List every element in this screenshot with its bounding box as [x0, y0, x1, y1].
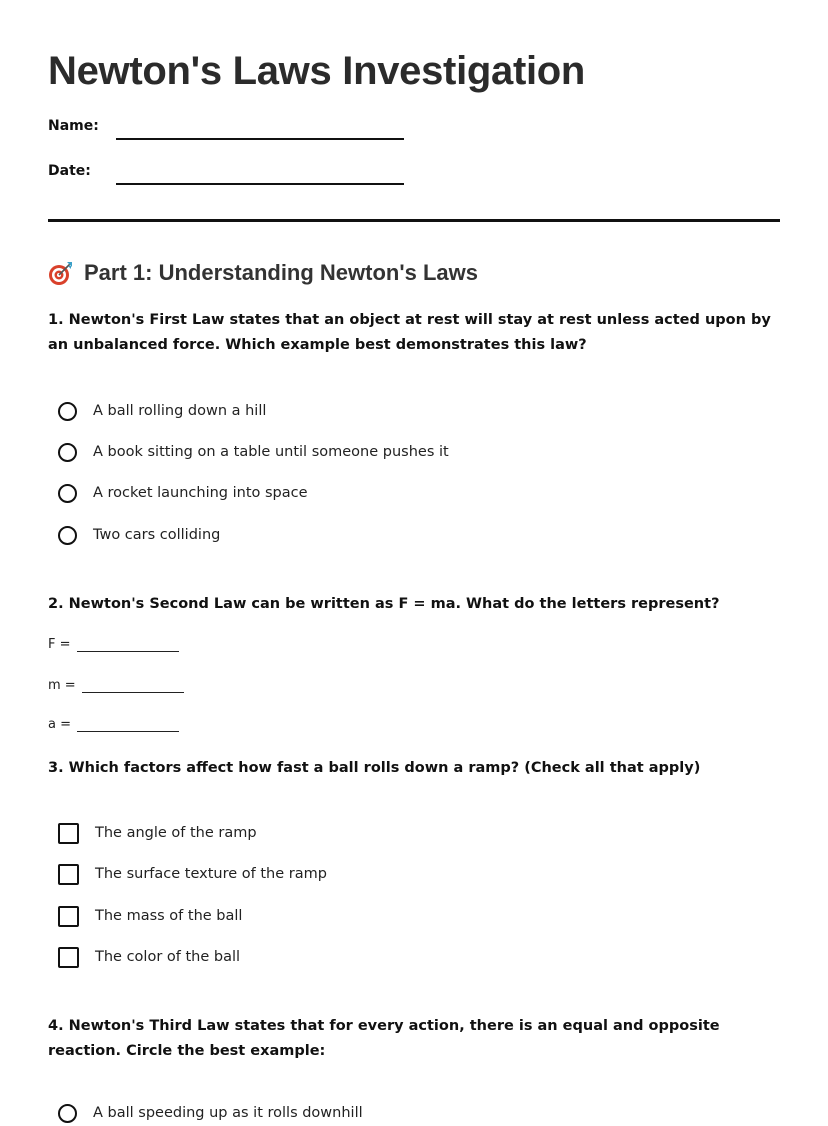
q1-option[interactable] [58, 439, 449, 465]
name-label: Name: [48, 118, 99, 134]
date-field-row [48, 163, 448, 191]
date-field[interactable] [116, 183, 404, 185]
option-label: The angle of the ramp [95, 825, 257, 841]
blank-label: a = [48, 717, 71, 732]
option-label: A rocket launching into space [93, 485, 308, 501]
q1-option[interactable] [58, 480, 308, 506]
option-label: A ball speeding up as it rolls downhill [93, 1105, 363, 1121]
q3-option[interactable] [58, 820, 257, 846]
blank-row-f [48, 632, 179, 652]
question-2-text: 2. Newton's Second Law can be written as F = ma. What do the letters represent? [48, 596, 720, 612]
option-label: The color of the ball [95, 949, 241, 965]
header-divider [48, 219, 780, 222]
q3-option[interactable] [58, 944, 240, 970]
option-label: Two cars colliding [93, 527, 221, 543]
blank-label: F = [48, 637, 71, 652]
option-label: The mass of the ball [95, 908, 243, 924]
radio-button[interactable] [58, 484, 77, 503]
part1-heading [48, 258, 478, 288]
radio-button[interactable] [58, 1104, 77, 1123]
option-label: A ball rolling down a hill [93, 403, 267, 419]
answer-blank[interactable] [77, 717, 179, 732]
q3-option[interactable] [58, 903, 242, 929]
part1-heading-text: Part 1: Understanding Newton's Laws [84, 260, 478, 285]
blank-label: m = [48, 678, 76, 693]
q1-option[interactable] [58, 522, 220, 548]
q1-option[interactable] [58, 398, 266, 424]
question-4-text: 4. Newton's Third Law states that for every action, there is an equal and opposite reaction. Circle the best example: [48, 1018, 720, 1059]
blank-row-a [48, 712, 179, 732]
checkbox[interactable] [58, 823, 79, 844]
answer-blank[interactable] [82, 678, 184, 693]
page-title: Newton's Laws Investigation [48, 49, 586, 93]
q3-option[interactable] [58, 861, 327, 887]
radio-button[interactable] [58, 402, 77, 421]
name-field[interactable] [116, 138, 404, 140]
answer-blank[interactable] [77, 637, 179, 652]
option-label: A book sitting on a table until someone pushes it [93, 444, 449, 460]
checkbox[interactable] [58, 906, 79, 927]
q4-option[interactable] [58, 1100, 363, 1126]
date-label: Date: [48, 163, 91, 179]
blank-row-m [48, 673, 184, 693]
target-dart-icon [48, 260, 74, 286]
radio-button[interactable] [58, 526, 77, 545]
name-field-row [48, 118, 448, 146]
question-3-text: 3. Which factors affect how fast a ball rolls down a ramp? (Check all that apply) [48, 760, 701, 776]
question-1-text: 1. Newton's First Law states that an object at rest will stay at rest unless acted upon by an unbalanced force. Which example best demonstrates this law? [48, 312, 771, 353]
checkbox[interactable] [58, 864, 79, 885]
radio-button[interactable] [58, 443, 77, 462]
checkbox[interactable] [58, 947, 79, 968]
option-label: The surface texture of the ramp [95, 866, 327, 882]
